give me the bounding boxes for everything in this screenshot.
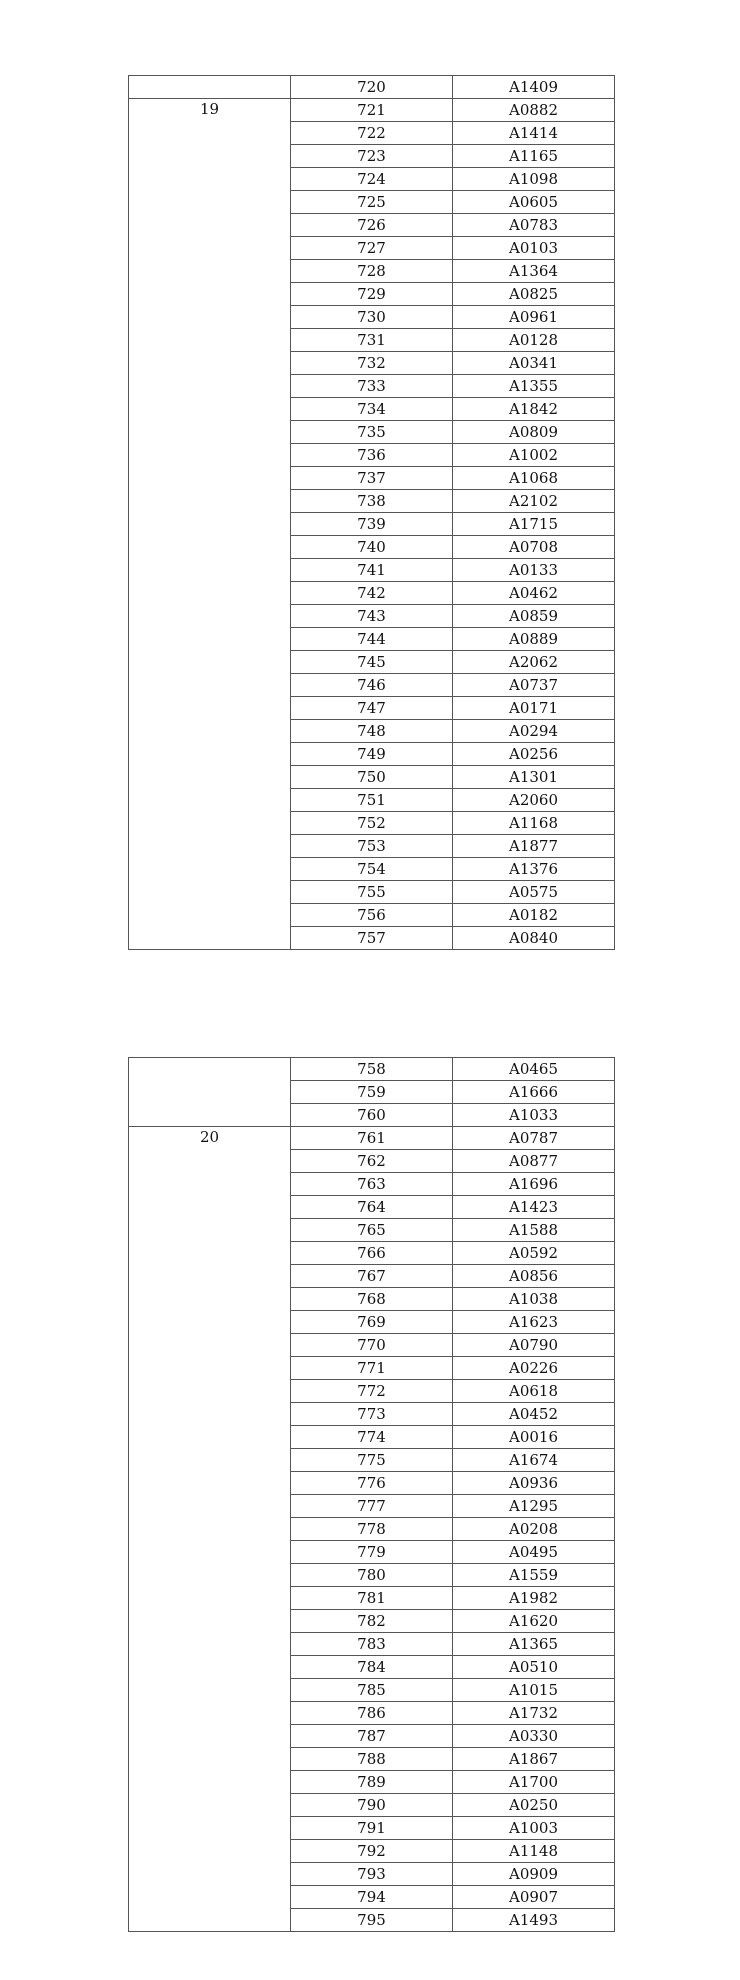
code-cell: A0605 — [453, 191, 615, 214]
code-cell: A0909 — [453, 1863, 615, 1886]
code-cell: A1038 — [453, 1288, 615, 1311]
code-cell: A1842 — [453, 398, 615, 421]
group-number-cell — [129, 1058, 291, 1127]
code-cell: A1068 — [453, 467, 615, 490]
sequence-number-cell: 733 — [291, 375, 453, 398]
sequence-number-cell: 763 — [291, 1173, 453, 1196]
code-cell: A0465 — [453, 1058, 615, 1081]
code-cell: A0877 — [453, 1150, 615, 1173]
code-cell: A0783 — [453, 214, 615, 237]
sequence-number-cell: 734 — [291, 398, 453, 421]
sequence-number-cell: 748 — [291, 720, 453, 743]
code-cell: A1015 — [453, 1679, 615, 1702]
sequence-number-cell: 778 — [291, 1518, 453, 1541]
code-cell: A0208 — [453, 1518, 615, 1541]
code-cell: A0462 — [453, 582, 615, 605]
code-cell: A0809 — [453, 421, 615, 444]
sequence-number-cell: 757 — [291, 927, 453, 950]
sequence-number-cell: 768 — [291, 1288, 453, 1311]
sequence-number-cell: 738 — [291, 490, 453, 513]
sequence-number-cell: 783 — [291, 1633, 453, 1656]
sequence-number-cell: 792 — [291, 1840, 453, 1863]
code-cell: A1982 — [453, 1587, 615, 1610]
sequence-number-cell: 787 — [291, 1725, 453, 1748]
sequence-number-cell: 750 — [291, 766, 453, 789]
code-cell: A1168 — [453, 812, 615, 835]
sequence-number-cell: 779 — [291, 1541, 453, 1564]
code-cell: A0103 — [453, 237, 615, 260]
sequence-number-cell: 723 — [291, 145, 453, 168]
sequence-number-cell: 726 — [291, 214, 453, 237]
code-cell: A1700 — [453, 1771, 615, 1794]
sequence-number-cell: 771 — [291, 1357, 453, 1380]
table-row — [129, 99, 615, 122]
code-cell: A1376 — [453, 858, 615, 881]
sequence-number-cell: 789 — [291, 1771, 453, 1794]
code-cell: A1364 — [453, 260, 615, 283]
sequence-number-cell: 790 — [291, 1794, 453, 1817]
sequence-number-cell: 785 — [291, 1679, 453, 1702]
code-cell: A2102 — [453, 490, 615, 513]
sequence-number-cell: 769 — [291, 1311, 453, 1334]
sequence-number-cell: 743 — [291, 605, 453, 628]
sequence-number-cell: 720 — [291, 76, 453, 99]
code-cell: A0226 — [453, 1357, 615, 1380]
sequence-number-cell: 752 — [291, 812, 453, 835]
sequence-number-cell: 747 — [291, 697, 453, 720]
code-cell: A0294 — [453, 720, 615, 743]
sequence-number-cell: 780 — [291, 1564, 453, 1587]
sequence-number-cell: 758 — [291, 1058, 453, 1081]
code-cell: A0250 — [453, 1794, 615, 1817]
code-cell: A1493 — [453, 1909, 615, 1932]
sequence-number-cell: 774 — [291, 1426, 453, 1449]
code-cell: A1559 — [453, 1564, 615, 1587]
sequence-number-cell: 756 — [291, 904, 453, 927]
sequence-number-cell: 741 — [291, 559, 453, 582]
sequence-number-cell: 740 — [291, 536, 453, 559]
code-cell: A0618 — [453, 1380, 615, 1403]
sequence-number-cell: 772 — [291, 1380, 453, 1403]
table-row — [129, 76, 615, 99]
code-cell: A0961 — [453, 306, 615, 329]
sequence-number-cell: 793 — [291, 1863, 453, 1886]
code-cell: A1098 — [453, 168, 615, 191]
sequence-number-cell: 786 — [291, 1702, 453, 1725]
code-cell: A1002 — [453, 444, 615, 467]
code-cell: A0256 — [453, 743, 615, 766]
sequence-number-cell: 728 — [291, 260, 453, 283]
code-cell: A1033 — [453, 1104, 615, 1127]
sequence-number-cell: 744 — [291, 628, 453, 651]
sequence-number-cell: 788 — [291, 1748, 453, 1771]
sequence-number-cell: 753 — [291, 835, 453, 858]
code-cell: A0133 — [453, 559, 615, 582]
code-cell: A0510 — [453, 1656, 615, 1679]
assignment-table-2 — [128, 1057, 615, 1932]
sequence-number-cell: 722 — [291, 122, 453, 145]
sequence-number-cell: 727 — [291, 237, 453, 260]
sequence-number-cell: 791 — [291, 1817, 453, 1840]
sequence-number-cell: 737 — [291, 467, 453, 490]
code-cell: A1414 — [453, 122, 615, 145]
sequence-number-cell: 735 — [291, 421, 453, 444]
sequence-number-cell: 767 — [291, 1265, 453, 1288]
sequence-number-cell: 751 — [291, 789, 453, 812]
sequence-number-cell: 764 — [291, 1196, 453, 1219]
sequence-number-cell: 739 — [291, 513, 453, 536]
sequence-number-cell: 736 — [291, 444, 453, 467]
group-number-cell: 20 — [129, 1127, 291, 1932]
sequence-number-cell: 759 — [291, 1081, 453, 1104]
code-cell: A0452 — [453, 1403, 615, 1426]
code-cell: A0825 — [453, 283, 615, 306]
sequence-number-cell: 732 — [291, 352, 453, 375]
code-cell: A0341 — [453, 352, 615, 375]
sequence-number-cell: 795 — [291, 1909, 453, 1932]
code-cell: A1674 — [453, 1449, 615, 1472]
code-cell: A0575 — [453, 881, 615, 904]
group-number-cell — [129, 76, 291, 99]
code-cell: A1365 — [453, 1633, 615, 1656]
code-cell: A1877 — [453, 835, 615, 858]
code-cell: A0016 — [453, 1426, 615, 1449]
code-cell: A0495 — [453, 1541, 615, 1564]
code-cell: A1301 — [453, 766, 615, 789]
sequence-number-cell: 749 — [291, 743, 453, 766]
sequence-number-cell: 781 — [291, 1587, 453, 1610]
sequence-number-cell: 746 — [291, 674, 453, 697]
code-cell: A0182 — [453, 904, 615, 927]
code-cell: A0787 — [453, 1127, 615, 1150]
code-cell: A0737 — [453, 674, 615, 697]
sequence-number-cell: 729 — [291, 283, 453, 306]
code-cell: A1666 — [453, 1081, 615, 1104]
sequence-number-cell: 770 — [291, 1334, 453, 1357]
sequence-number-cell: 775 — [291, 1449, 453, 1472]
code-cell: A1623 — [453, 1311, 615, 1334]
sequence-number-cell: 794 — [291, 1886, 453, 1909]
sequence-number-cell: 784 — [291, 1656, 453, 1679]
sequence-number-cell: 762 — [291, 1150, 453, 1173]
code-cell: A1732 — [453, 1702, 615, 1725]
code-cell: A0708 — [453, 536, 615, 559]
sequence-number-cell: 731 — [291, 329, 453, 352]
assignment-table-1 — [128, 75, 615, 950]
code-cell: A1588 — [453, 1219, 615, 1242]
code-cell: A1696 — [453, 1173, 615, 1196]
sequence-number-cell: 721 — [291, 99, 453, 122]
sequence-number-cell: 761 — [291, 1127, 453, 1150]
code-cell: A1148 — [453, 1840, 615, 1863]
code-cell: A1295 — [453, 1495, 615, 1518]
code-cell: A0889 — [453, 628, 615, 651]
sequence-number-cell: 725 — [291, 191, 453, 214]
code-cell: A0592 — [453, 1242, 615, 1265]
code-cell: A0171 — [453, 697, 615, 720]
group-number-cell: 19 — [129, 99, 291, 950]
sequence-number-cell: 755 — [291, 881, 453, 904]
code-cell: A1003 — [453, 1817, 615, 1840]
code-cell: A2062 — [453, 651, 615, 674]
code-cell: A0128 — [453, 329, 615, 352]
table-row — [129, 1127, 615, 1150]
sequence-number-cell: 766 — [291, 1242, 453, 1265]
sequence-number-cell: 765 — [291, 1219, 453, 1242]
code-cell: A1620 — [453, 1610, 615, 1633]
sequence-number-cell: 724 — [291, 168, 453, 191]
code-cell: A2060 — [453, 789, 615, 812]
code-cell: A1423 — [453, 1196, 615, 1219]
code-cell: A0790 — [453, 1334, 615, 1357]
code-cell: A0840 — [453, 927, 615, 950]
sequence-number-cell: 776 — [291, 1472, 453, 1495]
code-cell: A1409 — [453, 76, 615, 99]
code-cell: A0882 — [453, 99, 615, 122]
sequence-number-cell: 782 — [291, 1610, 453, 1633]
code-cell: A0859 — [453, 605, 615, 628]
sequence-number-cell: 742 — [291, 582, 453, 605]
code-cell: A0907 — [453, 1886, 615, 1909]
sequence-number-cell: 760 — [291, 1104, 453, 1127]
sequence-number-cell: 777 — [291, 1495, 453, 1518]
sequence-number-cell: 754 — [291, 858, 453, 881]
code-cell: A0330 — [453, 1725, 615, 1748]
code-cell: A1355 — [453, 375, 615, 398]
code-cell: A1165 — [453, 145, 615, 168]
table-row — [129, 1058, 615, 1081]
sequence-number-cell: 730 — [291, 306, 453, 329]
code-cell: A0936 — [453, 1472, 615, 1495]
code-cell: A1867 — [453, 1748, 615, 1771]
sequence-number-cell: 745 — [291, 651, 453, 674]
code-cell: A1715 — [453, 513, 615, 536]
sequence-number-cell: 773 — [291, 1403, 453, 1426]
code-cell: A0856 — [453, 1265, 615, 1288]
